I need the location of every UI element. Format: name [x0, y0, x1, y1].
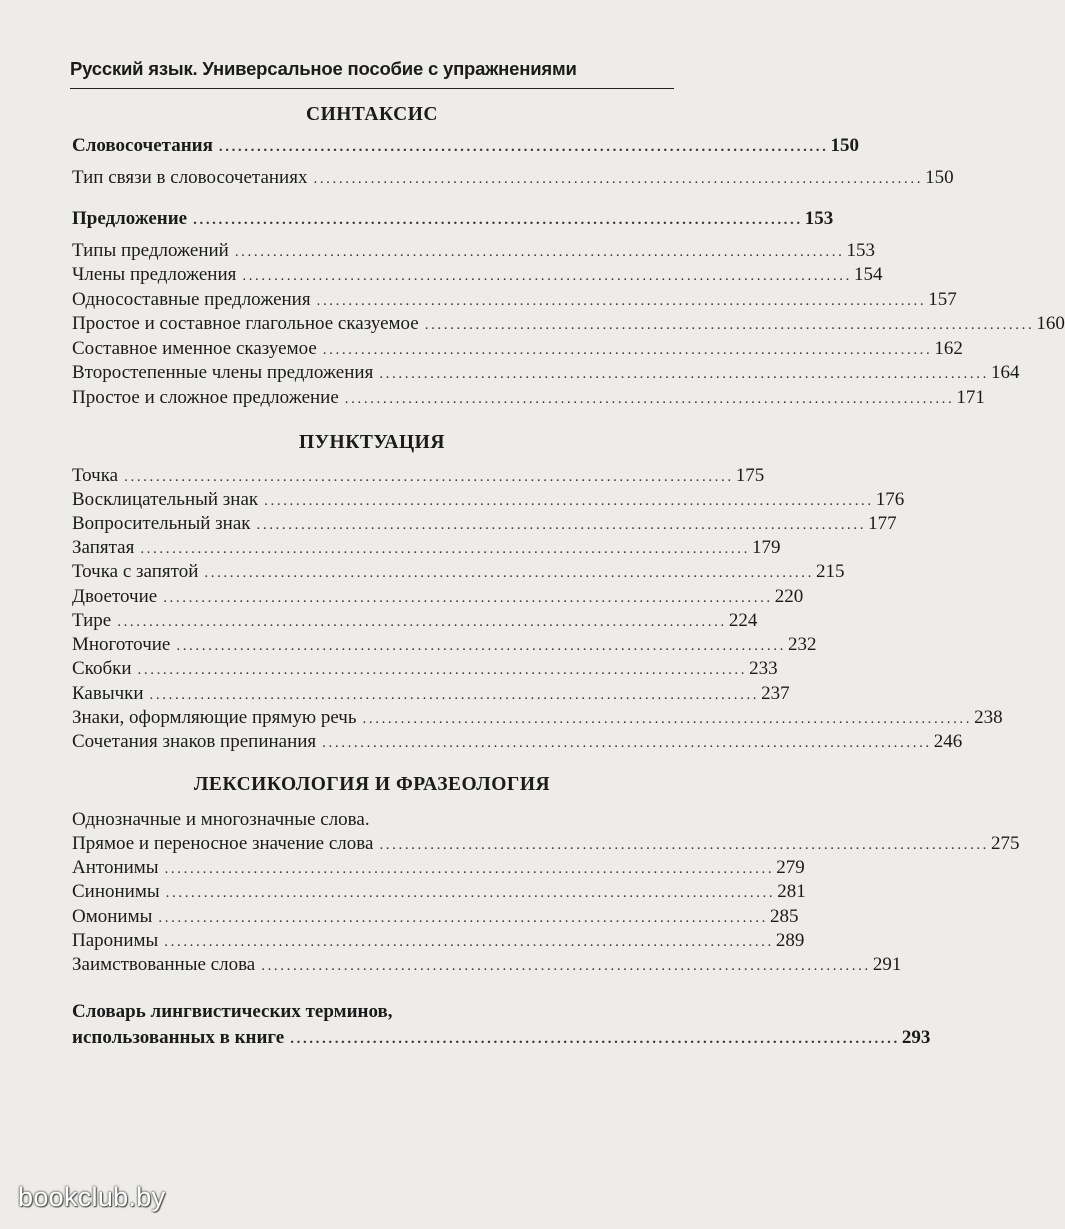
page-number: 150	[925, 167, 954, 188]
entry-label: Восклицательный знак	[72, 489, 259, 510]
page-number: 220	[774, 586, 804, 607]
entry-label: Заимствованные слова	[72, 954, 256, 975]
leader-dots: ................................................................................................	[164, 861, 775, 877]
page-number: 275	[991, 833, 1020, 854]
entry-label: использованных в книге	[72, 1027, 285, 1048]
entry-label: Члены предложения	[72, 264, 237, 285]
leader-dots: ................................................................................................	[290, 1031, 900, 1047]
toc-entry	[72, 682, 790, 706]
entry-label: Составное именное сказуемое	[72, 338, 317, 359]
running-header: Русский язык. Универсальное пособие с упражнениями	[70, 58, 577, 79]
leader-dots: ................................................................................................	[242, 268, 852, 284]
toc-entry	[72, 239, 875, 263]
page-number: 215	[815, 561, 845, 582]
leader-dots: ................................................................................................	[261, 958, 871, 974]
leader-dots: ................................................................................................	[313, 171, 924, 187]
entry-label: Кавычки	[72, 683, 144, 704]
entry-label: Предложение	[72, 208, 188, 229]
page-number: 279	[776, 857, 805, 878]
toc-entry	[72, 856, 805, 880]
entry-label: Двоеточие	[72, 586, 158, 607]
page-number: 162	[934, 338, 963, 359]
page-number: 153	[846, 240, 875, 261]
leader-dots: ................................................................................................	[316, 293, 927, 309]
toc-entry	[72, 207, 834, 231]
page-number: 291	[872, 954, 902, 975]
section-title-lexicology: ЛЕКСИКОЛОГИЯ И ФРАЗЕОЛОГИЯ	[193, 774, 551, 795]
toc-entry	[72, 929, 805, 953]
entry-label: Знаки, оформляющие прямую речь	[72, 707, 357, 728]
leader-dots: ................................................................................................	[344, 391, 955, 407]
entry-label: Точка с запятой	[72, 561, 199, 582]
toc-entry	[72, 166, 954, 190]
page-number: 289	[775, 930, 805, 951]
page-number: 232	[787, 634, 817, 655]
watermark: bookclub.by	[18, 1182, 166, 1212]
toc-entry	[72, 730, 963, 754]
page-number: 171	[956, 387, 985, 408]
toc-entry	[72, 706, 1003, 730]
toc-entry	[72, 953, 902, 977]
toc-entry	[72, 512, 897, 536]
leader-dots: ................................................................................................	[424, 317, 1035, 333]
page-number: 237	[761, 683, 790, 704]
leader-dots: ................................................................................................	[137, 662, 748, 678]
toc-entry	[72, 536, 781, 560]
page-number: 179	[751, 537, 781, 558]
entry-label: Паронимы	[72, 930, 159, 951]
entry-label: Тире	[72, 610, 112, 631]
toc-entry	[72, 337, 963, 361]
entry-label: Второстепенные члены предложения	[72, 362, 374, 383]
toc-entry	[72, 633, 817, 657]
leader-dots: ................................................................................................	[379, 366, 989, 382]
toc-entry	[72, 585, 804, 609]
toc-entry-line: Однозначные и многозначные слова.	[72, 809, 370, 830]
toc-entry	[72, 134, 859, 158]
entry-label: Простое и составное глагольное сказуемое	[72, 313, 419, 334]
leader-dots: ................................................................................................	[322, 342, 933, 358]
toc-entry	[72, 657, 778, 681]
toc-entry	[72, 361, 1020, 385]
toc-entry	[72, 464, 765, 488]
page-number: 175	[735, 465, 765, 486]
leader-dots: ................................................................................................	[164, 934, 774, 950]
toc-entry	[72, 560, 845, 584]
leader-dots: ................................................................................................	[140, 541, 750, 557]
entry-label: Тип связи в словосочетаниях	[72, 167, 308, 188]
entry-label: Типы предложений	[72, 240, 229, 261]
page-number: 176	[875, 489, 905, 510]
leader-dots: ................................................................................................	[158, 910, 768, 926]
entry-label: Простое и сложное предложение	[72, 387, 339, 408]
leader-dots: ................................................................................................	[264, 493, 874, 509]
toc-entry	[72, 832, 1020, 856]
leader-dots: ................................................................................................	[193, 212, 803, 228]
leader-dots: ................................................................................................	[362, 711, 973, 727]
leader-dots: ................................................................................................	[256, 517, 867, 533]
page-number: 224	[728, 610, 758, 631]
page-number: 281	[777, 881, 806, 902]
entry-label: Сочетания знаков препинания	[72, 731, 317, 752]
toc-entry	[72, 386, 985, 410]
toc-entry	[72, 312, 1065, 336]
page-number: 160	[1036, 313, 1065, 334]
header-rule	[70, 88, 674, 89]
toc-entry	[72, 1026, 931, 1050]
entry-label: Скобки	[72, 658, 132, 679]
entry-label: Точка	[72, 465, 119, 486]
leader-dots: ................................................................................................	[234, 244, 845, 260]
entry-label: Синонимы	[72, 881, 160, 902]
entry-label: Прямое и переносное значение слова	[72, 833, 374, 854]
toc-entry	[72, 288, 957, 312]
page-number: 293	[901, 1027, 931, 1048]
entry-label: Вопросительный знак	[72, 513, 251, 534]
leader-dots: ................................................................................................	[149, 687, 760, 703]
page-number: 246	[933, 731, 963, 752]
page-number: 157	[928, 289, 957, 310]
leader-dots: ................................................................................................	[117, 614, 727, 630]
page-number: 233	[749, 658, 778, 679]
toc-entry	[72, 609, 758, 633]
page-number: 238	[974, 707, 1003, 728]
page-number: 154	[853, 264, 883, 285]
entry-label: Односоставные предложения	[72, 289, 311, 310]
leader-dots: ................................................................................................	[176, 638, 786, 654]
page-number: 177	[868, 513, 897, 534]
entry-label: Запятая	[72, 537, 135, 558]
entry-label: Словосочетания	[72, 135, 213, 156]
leader-dots: ................................................................................................	[322, 735, 932, 751]
leader-dots: ................................................................................................	[165, 885, 776, 901]
toc-entry	[72, 905, 799, 929]
page-number: 150	[830, 135, 859, 156]
toc-entry	[72, 488, 905, 512]
toc-entry	[72, 263, 883, 287]
leader-dots: ................................................................................................	[218, 139, 829, 155]
page-number: 153	[804, 208, 834, 229]
leader-dots: ................................................................................................	[163, 590, 773, 606]
toc-entry	[72, 880, 806, 904]
entry-label: Омонимы	[72, 906, 153, 927]
entry-label: Многоточие	[72, 634, 171, 655]
dictionary-entry-line: Словарь лингвистических терминов,	[72, 1001, 393, 1022]
leader-dots: ................................................................................................	[124, 469, 734, 485]
entry-label: Антонимы	[72, 857, 159, 878]
leader-dots: ................................................................................................	[379, 837, 990, 853]
leader-dots: ................................................................................................	[204, 565, 814, 581]
section-title-punctuation: ПУНКТУАЦИЯ	[299, 432, 445, 453]
page-number: 285	[769, 906, 799, 927]
section-title-syntax: СИНТАКСИС	[305, 104, 439, 125]
page-number: 164	[990, 362, 1020, 383]
